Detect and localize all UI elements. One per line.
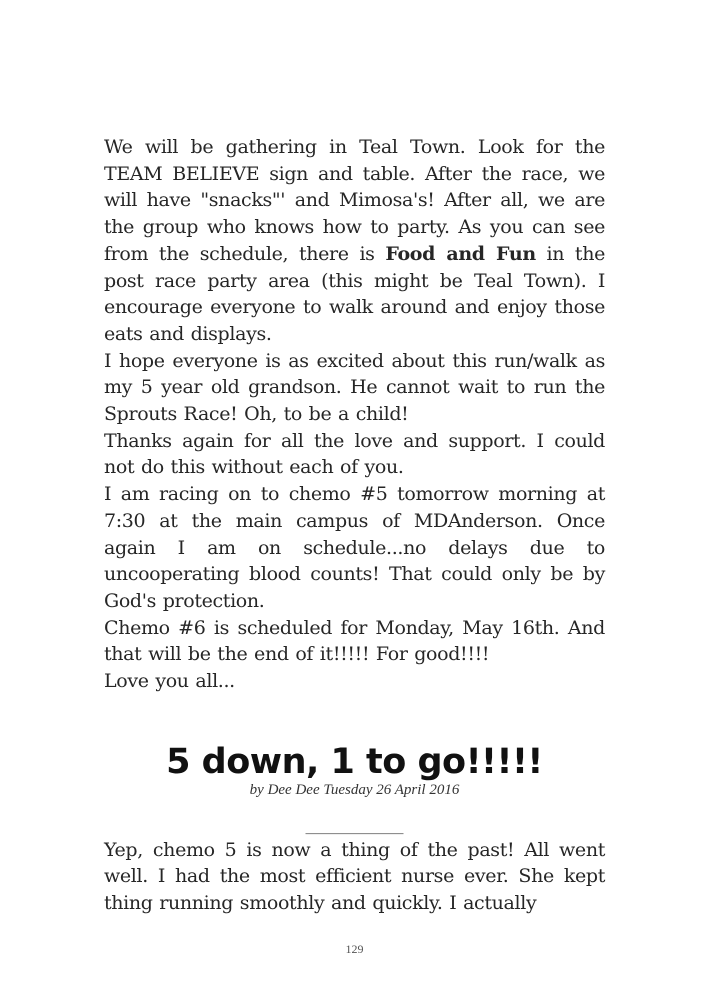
page-content bbox=[104, 134, 605, 917]
bold-phrase: Food and Fun bbox=[385, 242, 536, 265]
divider: ______________ bbox=[305, 818, 404, 835]
post-title: 5 down, 1 to go!!!!! bbox=[166, 741, 543, 782]
paragraph-thanks: Thanks again for all the love and support. I could not do this without each of you. bbox=[104, 429, 605, 479]
paragraph-text: We will be gathering in Teal Town. Look for the TEAM BELIEVE sign and table. After the race, we will have "snacks"' and Mimosa's! After all, we are the group who knows how to party. As you can see from the schedule, there is bbox=[104, 136, 605, 265]
paragraph-teal-town bbox=[104, 134, 605, 348]
page-number: 129 bbox=[345, 942, 364, 956]
paragraph-text: in the post race party area (this might be Teal Town). I encourage everyone to walk around and enjoy those eats and displays. bbox=[104, 242, 605, 345]
post-byline: by Dee Dee Tuesday 26 April 2016 bbox=[249, 781, 460, 798]
paragraph-chemo-6: Chemo #6 is scheduled for Monday, May 16th. And that will be the end of it!!!!! For good!!!! bbox=[104, 616, 605, 666]
paragraph-love: Love you all... bbox=[104, 670, 235, 693]
paragraph-chemo-5: I am racing on to chemo #5 tomorrow morning at 7:30 at the main campus of MDAnderson. Once again I am on schedule...no delays due to uncooperating blood counts! That could only be by God's protection. bbox=[104, 483, 605, 612]
paragraph-grandson: I hope everyone is as excited about this run/walk as my 5 year old grandson. He cannot wait to run the Sprouts Race! Oh, to be a child! bbox=[104, 349, 605, 426]
paragraph-chemo-done: Yep, chemo 5 is now a thing of the past! All went well. I had the most efficient nurse ever. She kept thing running smoothly and quickly. I actually bbox=[104, 838, 605, 915]
